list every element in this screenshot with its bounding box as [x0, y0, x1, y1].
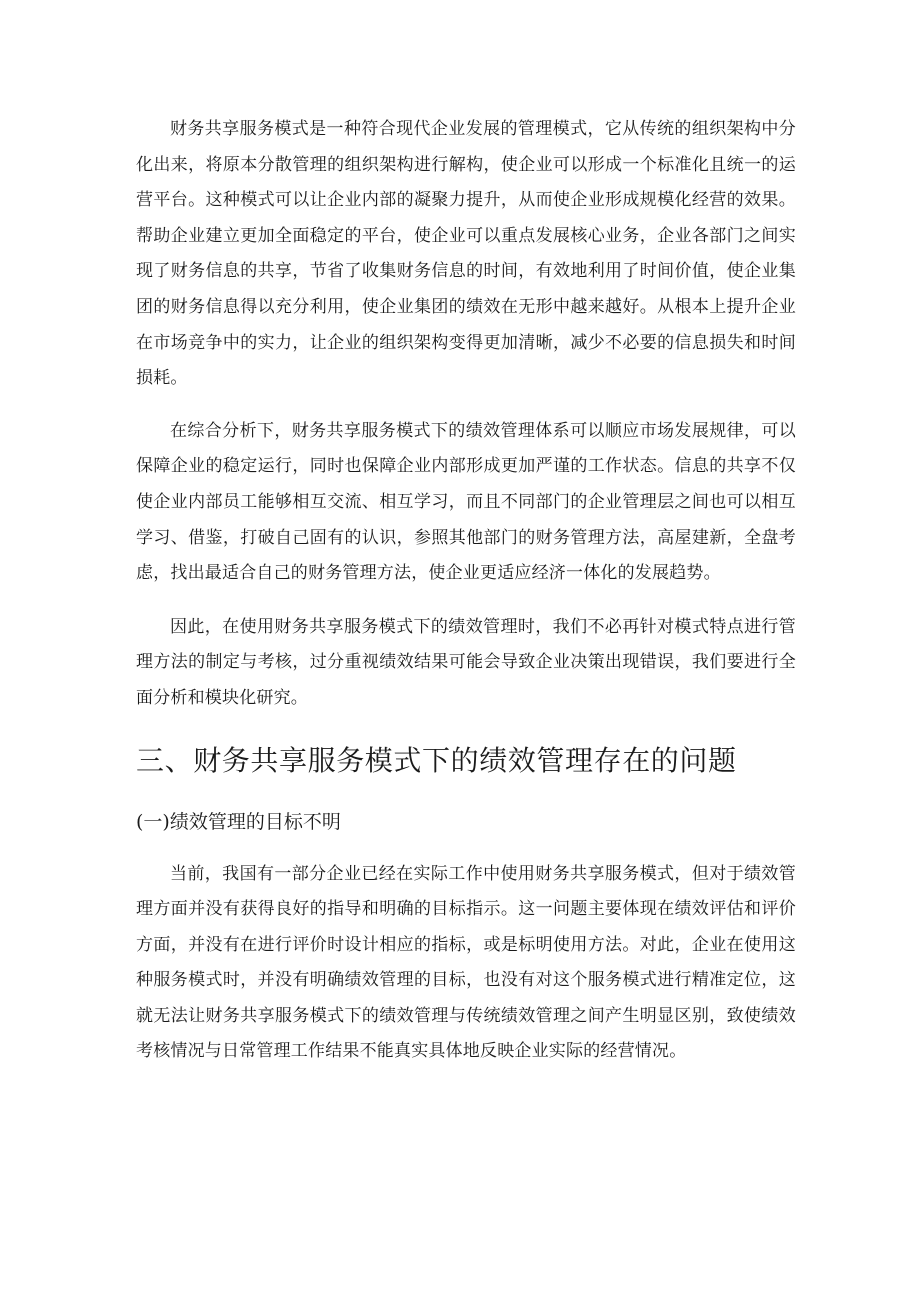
body-paragraph-3: 因此，在使用财务共享服务模式下的绩效管理时，我们不必再针对模式特点进行管理方法的制定与考核，过分重视绩效结果可能会导致企业决策出现错误，我们要进行全面分析和模块化研究。	[136, 616, 796, 708]
body-paragraph-4: 当前，我国有一部分企业已经在实际工作中使用财务共享服务模式，但对于绩效管理方面并没有获得良好的指导和明确的目标指示。这一问题主要体现在绩效评估和评价方面，并没有在进行评价时设计相应的指标，或是标明使用方法。对此，企业在使用这种服务模式时，并没有明确绩效管理的目标，也没有对这个服务模式进行精准定位，这就无法让财务共享服务模式下的绩效管理与传统绩效管理之间产生明显区别，致使绩效考核情况与日常管理工作结果不能真实具体地反映企业实际的经营情况。	[136, 863, 796, 1062]
section-heading: 三、财务共享服务模式下的绩效管理存在的问题	[136, 743, 737, 777]
subsection-heading: (一)绩效管理的目标不明	[136, 810, 341, 833]
body-paragraph-1: 财务共享服务模式是一种符合现代企业发展的管理模式，它从传统的组织架构中分化出来，将原本分散管理的组织架构进行解构，使企业可以形成一个标准化且统一的运营平台。这种模式可以让企业内部的凝聚力提升，从而使企业形成规模化经营的效果。帮助企业建立更加全面稳定的平台，使企业可以重点发展核心业务，企业各部门之间实现了财务信息的共享，节省了收集财务信息的时间，有效地利用了时间价值，使企业集团的财务信息得以充分利用，使企业集团的绩效在无形中越来越好。从根本上提升企业在市场竞争中的实力，让企业的组织架构变得更加清晰，减少不必要的信息损失和时间损耗。	[136, 119, 796, 389]
document-page	[136, 112, 796, 1070]
body-paragraph-2: 在综合分析下，财务共享服务模式下的绩效管理体系可以顺应市场发展规律，可以保障企业的稳定运行，同时也保障企业内部形成更加严谨的工作状态。信息的共享不仅使企业内部员工能够相互交流、相互学习，而且不同部门的企业管理层之间也可以相互学习、借鉴，打破自己固有的认识，参照其他部门的财务管理方法，高屋建新，全盘考虑，找出最适合自己的财务管理方法，使企业更适应经济一体化的发展趋势。	[136, 420, 796, 584]
